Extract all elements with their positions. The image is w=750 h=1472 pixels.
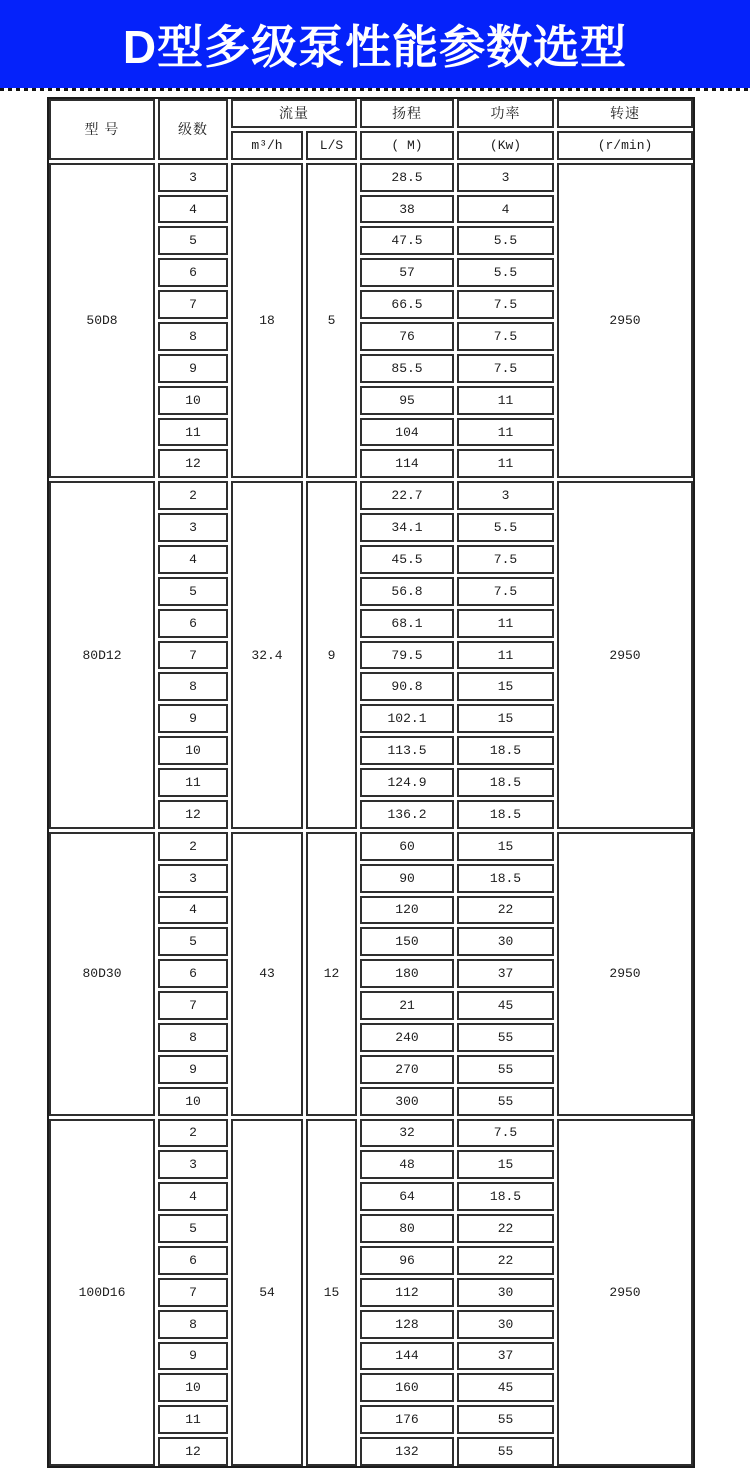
power-cell: 18.5 [457,736,554,765]
power-cell: 11 [457,641,554,670]
stage-cell: 6 [158,609,228,638]
head-cell: 180 [360,959,454,988]
stage-cell: 7 [158,290,228,319]
head-cell: 60 [360,832,454,861]
stage-cell: 10 [158,386,228,415]
power-cell: 7.5 [457,1119,554,1148]
flow-ls-cell: 5 [306,163,357,479]
power-cell: 45 [457,1373,554,1402]
head-cell: 96 [360,1246,454,1275]
stage-cell: 4 [158,1182,228,1211]
head-cell: 113.5 [360,736,454,765]
power-cell: 15 [457,1150,554,1179]
power-cell: 15 [457,832,554,861]
head-cell: 114 [360,449,454,478]
speed-cell: 2950 [557,832,693,1116]
header-power-unit: (Kw) [457,131,554,160]
head-cell: 90 [360,864,454,893]
power-cell: 7.5 [457,354,554,383]
head-cell: 21 [360,991,454,1020]
head-cell: 76 [360,322,454,351]
power-cell: 55 [457,1023,554,1052]
head-cell: 120 [360,896,454,925]
flow-m3h-cell: 54 [231,1119,303,1466]
speed-cell: 2950 [557,1119,693,1466]
power-cell: 18.5 [457,864,554,893]
stage-cell: 12 [158,449,228,478]
header-power: 功率 [457,99,554,128]
dashed-separator [0,88,750,91]
header-flow-m3h: m³/h [231,131,303,160]
power-cell: 55 [457,1405,554,1434]
header-flow: 流量 [231,99,357,128]
power-cell: 37 [457,1342,554,1371]
power-cell: 45 [457,991,554,1020]
flow-m3h-cell: 32.4 [231,481,303,828]
head-cell: 240 [360,1023,454,1052]
stage-cell: 8 [158,1310,228,1339]
power-cell: 15 [457,672,554,701]
stage-cell: 12 [158,800,228,829]
stage-cell: 8 [158,1023,228,1052]
power-cell: 30 [457,1310,554,1339]
head-cell: 102.1 [360,704,454,733]
power-cell: 18.5 [457,768,554,797]
power-cell: 3 [457,163,554,192]
model-cell: 80D12 [49,481,155,828]
head-cell: 22.7 [360,481,454,510]
stage-cell: 10 [158,1373,228,1402]
head-cell: 45.5 [360,545,454,574]
flow-ls-cell: 15 [306,1119,357,1466]
flow-ls-cell: 9 [306,481,357,828]
head-cell: 47.5 [360,226,454,255]
power-cell: 30 [457,1278,554,1307]
header-speed-unit: (r/min) [557,131,693,160]
head-cell: 56.8 [360,577,454,606]
model-cell: 80D30 [49,832,155,1116]
head-cell: 124.9 [360,768,454,797]
power-cell: 55 [457,1087,554,1116]
stage-cell: 6 [158,258,228,287]
stage-cell: 9 [158,354,228,383]
head-cell: 48 [360,1150,454,1179]
stage-cell: 7 [158,641,228,670]
stage-cell: 11 [158,768,228,797]
head-cell: 132 [360,1437,454,1466]
power-cell: 55 [457,1437,554,1466]
pump-table [47,97,695,1468]
stage-cell: 7 [158,1278,228,1307]
power-cell: 18.5 [457,800,554,829]
stage-cell: 4 [158,545,228,574]
power-cell: 22 [457,896,554,925]
power-cell: 18.5 [457,1182,554,1211]
head-cell: 90.8 [360,672,454,701]
power-cell: 5.5 [457,258,554,287]
stage-cell: 5 [158,1214,228,1243]
power-cell: 55 [457,1055,554,1084]
header-head-unit: ( M) [360,131,454,160]
page-title: D型多级泵性能参数选型 [122,21,628,73]
power-cell: 7.5 [457,545,554,574]
head-cell: 66.5 [360,290,454,319]
head-cell: 68.1 [360,609,454,638]
flow-m3h-cell: 43 [231,832,303,1116]
stage-cell: 11 [158,418,228,447]
stage-cell: 3 [158,513,228,542]
power-cell: 3 [457,481,554,510]
power-cell: 7.5 [457,322,554,351]
header-model: 型 号 [49,99,155,160]
stage-cell: 2 [158,832,228,861]
header-stages: 级数 [158,99,228,160]
stage-cell: 12 [158,1437,228,1466]
power-cell: 4 [457,195,554,224]
stage-cell: 6 [158,1246,228,1275]
speed-cell: 2950 [557,481,693,828]
head-cell: 85.5 [360,354,454,383]
head-cell: 150 [360,927,454,956]
flow-ls-cell: 12 [306,832,357,1116]
head-cell: 64 [360,1182,454,1211]
head-cell: 176 [360,1405,454,1434]
stage-cell: 9 [158,704,228,733]
stage-cell: 5 [158,577,228,606]
stage-cell: 4 [158,896,228,925]
head-cell: 57 [360,258,454,287]
head-cell: 128 [360,1310,454,1339]
power-cell: 22 [457,1246,554,1275]
speed-cell: 2950 [557,163,693,479]
power-cell: 11 [457,418,554,447]
head-cell: 144 [360,1342,454,1371]
head-cell: 104 [360,418,454,447]
head-cell: 136.2 [360,800,454,829]
stage-cell: 3 [158,1150,228,1179]
stage-cell: 5 [158,226,228,255]
stage-cell: 3 [158,864,228,893]
stage-cell: 9 [158,1055,228,1084]
stage-cell: 8 [158,322,228,351]
power-cell: 15 [457,704,554,733]
stage-cell: 5 [158,927,228,956]
head-cell: 79.5 [360,641,454,670]
page-banner [0,0,750,88]
stage-cell: 7 [158,991,228,1020]
flow-m3h-cell: 18 [231,163,303,479]
head-cell: 34.1 [360,513,454,542]
head-cell: 80 [360,1214,454,1243]
model-cell: 100D16 [49,1119,155,1466]
head-cell: 32 [360,1119,454,1148]
power-cell: 22 [457,1214,554,1243]
power-cell: 5.5 [457,513,554,542]
power-cell: 30 [457,927,554,956]
power-cell: 5.5 [457,226,554,255]
power-cell: 11 [457,609,554,638]
power-cell: 11 [457,449,554,478]
head-cell: 112 [360,1278,454,1307]
power-cell: 7.5 [457,290,554,319]
stage-cell: 4 [158,195,228,224]
stage-cell: 3 [158,163,228,192]
head-cell: 270 [360,1055,454,1084]
power-cell: 7.5 [457,577,554,606]
head-cell: 38 [360,195,454,224]
stage-cell: 10 [158,736,228,765]
header-flow-ls: L/S [306,131,357,160]
head-cell: 95 [360,386,454,415]
power-cell: 11 [457,386,554,415]
stage-cell: 8 [158,672,228,701]
power-cell: 37 [457,959,554,988]
stage-cell: 10 [158,1087,228,1116]
head-cell: 300 [360,1087,454,1116]
head-cell: 160 [360,1373,454,1402]
stage-cell: 2 [158,481,228,510]
stage-cell: 2 [158,1119,228,1148]
header-head: 扬程 [360,99,454,128]
stage-cell: 9 [158,1342,228,1371]
header-speed: 转速 [557,99,693,128]
head-cell: 28.5 [360,163,454,192]
model-cell: 50D8 [49,163,155,479]
stage-cell: 11 [158,1405,228,1434]
stage-cell: 6 [158,959,228,988]
